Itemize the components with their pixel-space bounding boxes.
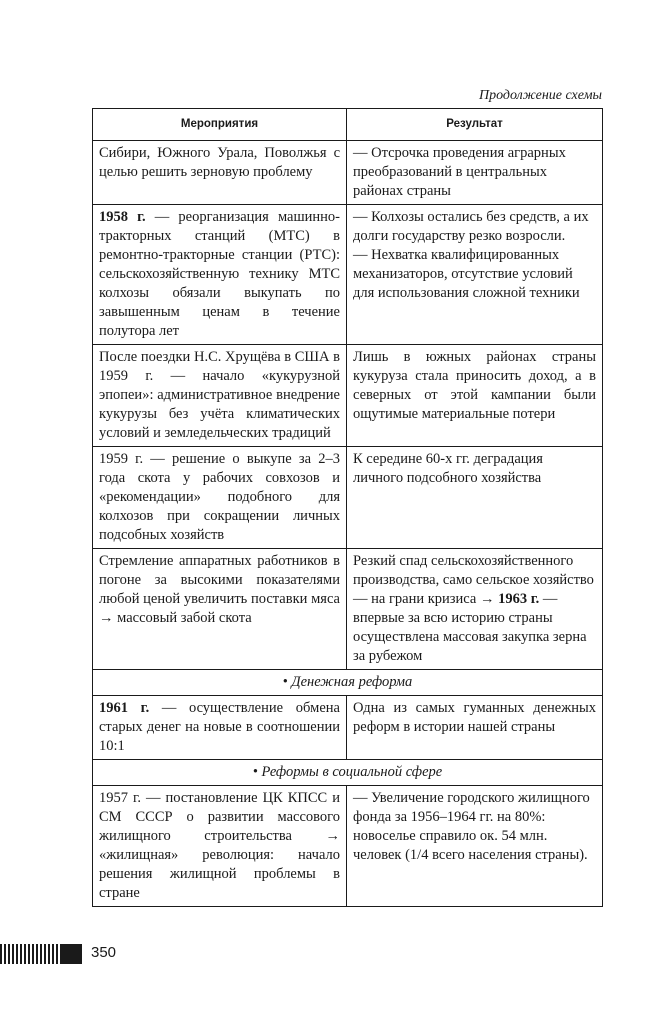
result-cell: Лишь в южных районах страны кукуруза стала приносить доход, а в северных от этой кампании были ощутимые материальные потери xyxy=(347,345,603,447)
table-header-row xyxy=(93,109,603,141)
table-row xyxy=(93,205,603,345)
table-row xyxy=(93,786,603,907)
table-row xyxy=(93,696,603,760)
section-heading-row xyxy=(93,670,603,696)
section-social-reforms: • Реформы в социальной сфере xyxy=(93,760,603,786)
section-money-reform: • Денежная реформа xyxy=(93,670,603,696)
measure-cell: Стремление аппаратных работников в погоне за высокими показателями любой ценой увеличить поставки мяса → массовый забой скота xyxy=(93,549,347,670)
page-number: 350 xyxy=(91,944,117,961)
table-row xyxy=(93,141,603,205)
measure-cell: Сибири, Южного Урала, Поволжья с целью решить зерновую проблему xyxy=(93,141,347,205)
table-row xyxy=(93,345,603,447)
result-cell: К середине 60-х гг. деградация личного подсобного хозяйства xyxy=(347,447,603,549)
measure-cell: 1961 г. — осуществление обмена старых денег на новые в соотношении 10:1 xyxy=(93,696,347,760)
result-cell: — Отсрочка проведения аграрных преобразований в центральных районах страны xyxy=(347,141,603,205)
result-cell: — Колхозы остались без средств, а их долги государству резко возросли. — Нехватка квалифицированных механизаторов, отсутствие условий для использования сложной техники xyxy=(347,205,603,345)
result-cell: — Увеличение городского жилищного фонда за 1956–1964 гг. на 80%: новоселье справило ок. 54 млн. человек (1/4 всего населения страны). xyxy=(347,786,603,907)
page-edge-marker xyxy=(0,944,82,964)
reforms-table xyxy=(92,108,603,907)
measure-cell: 1958 г. — реорганизация машинно-тракторных станций (МТС) в ремонтно-тракторные станции (РТС): сельскохозяйственную технику МТС колхозы обязали выкупать по завышенным ценам в течение полутора лет xyxy=(93,205,347,345)
table-row xyxy=(93,549,603,670)
measure-cell: После поездки Н.С. Хрущёва в США в 1959 г. — начало «кукурузной эпопеи»: административное внедрение кукурузы без учёта климатических условий и земледельческих традиций xyxy=(93,345,347,447)
measure-cell: 1959 г. — решение о выкупе за 2–3 года скота у рабочих совхозов и «рекомендации» подобного для колхозов при сокращении личных подсобных хозяйств xyxy=(93,447,347,549)
section-heading-row xyxy=(93,760,603,786)
header-result: Результат xyxy=(347,109,603,141)
header-measures: Мероприятия xyxy=(93,109,347,141)
result-cell: Резкий спад сельскохозяйственного производства, само сельское хозяйство — на грани кризиса → 1963 г. — впервые за всю историю страны осуществлена массовая закупка зерна за рубежом xyxy=(347,549,603,670)
result-cell: Одна из самых гуманных денежных реформ в истории нашей страны xyxy=(347,696,603,760)
table-row xyxy=(93,447,603,549)
measure-cell: 1957 г. — постановление ЦК КПСС и СМ СССР о развитии массового жилищного строительства → «жилищная» революция: начало решения жилищной проблемы в стране xyxy=(93,786,347,907)
schema-caption: Продолжение схемы xyxy=(479,88,602,103)
